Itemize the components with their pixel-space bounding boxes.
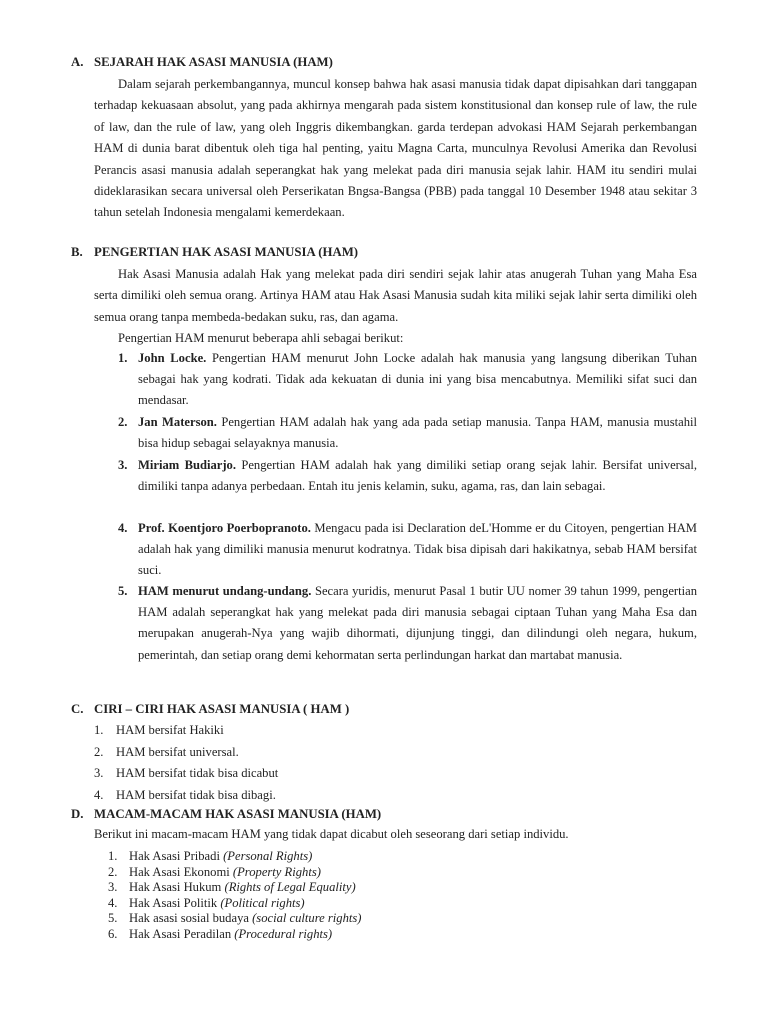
expert-name: Jan Materson. — [138, 415, 217, 429]
list-item: 5. Hak asasi sosial budaya (social culture rights) — [108, 911, 362, 926]
list-item: 3. Hak Asasi Hukum (Rights of Legal Equality) — [108, 880, 356, 895]
section-b-paragraph: Hak Asasi Manusia adalah Hak yang melekat pada diri sendiri sejak lahir atas anugerah Tuhan yang Maha Esa serta dimiliki oleh semua orang. Artinya HAM atau Hak Asasi Manusia sudah kita miliki sejak lahir serta dimiliki oleh semua orang tanpa membeda-bedakan suku, ras, dan agama. — [94, 267, 697, 324]
list-item: 4. HAM bersifat tidak bisa dibagi. — [94, 787, 276, 802]
section-b-heading — [71, 245, 358, 260]
section-d-intro: Berikut ini macam-macam HAM yang tidak dapat dicabut oleh seseorang dari setiap individu. — [94, 827, 569, 841]
section-c-list — [94, 720, 278, 806]
expert-name: HAM menurut undang-undang. — [138, 584, 312, 598]
section-c-title: CIRI – CIRI HAK ASASI MANUSIA ( HAM ) — [94, 702, 350, 716]
list-item: 1. HAM bersifat Hakiki — [94, 723, 224, 737]
section-d-title: MACAM-MACAM HAK ASASI MANUSIA (HAM) — [94, 807, 382, 821]
section-a-title: SEJARAH HAK ASASI MANUSIA (HAM) — [94, 55, 333, 69]
list-item: 6. Hak Asasi Peradilan (Procedural rights) — [108, 926, 333, 941]
expert-name: John Locke. — [138, 351, 207, 365]
list-item: 2. Hak Asasi Ekonomi (Property Rights) — [108, 864, 321, 879]
expert-text: Pengertian HAM adalah hak yang dimiliki setiap orang sejak lahir. Bersifat universal, dimiliki tanpa adanya perbedaan. Entah itu jenis kelamin, suku, agama, ras, dan lain sebagai. — [138, 458, 698, 494]
expert-text: Pengertian HAM menurut John Locke adalah hak manusia yang langsung diberikan Tuhan sebagai hak yang kodrati. Tidak ada kekuatan di dunia ini yang bisa mencabutnya. Memiliki sifat suci dan mendasar. — [138, 351, 698, 408]
section-b-intro: Pengertian HAM menurut beberapa ahli sebagai berikut: — [118, 331, 404, 345]
section-b-title: PENGERTIAN HAK ASASI MANUSIA (HAM) — [94, 245, 359, 259]
section-c-heading — [71, 702, 349, 717]
expert-item-3 — [118, 455, 697, 497]
expert-number: 5. — [118, 584, 128, 598]
expert-name: Miriam Budiarjo. — [138, 458, 237, 472]
expert-name: Prof. Koentjoro Poerbopranoto. — [138, 521, 311, 535]
list-item: 3. HAM bersifat tidak bisa dicabut — [94, 766, 279, 780]
section-d-heading — [71, 807, 381, 822]
section-c-letter: C. — [71, 702, 84, 716]
expert-item-1 — [118, 348, 697, 412]
section-a-heading — [71, 55, 333, 70]
expert-item-4 — [118, 518, 697, 582]
section-b-letter: B. — [71, 245, 83, 259]
expert-text: Secara yuridis, menurut Pasal 1 butir UU nomer 39 tahun 1999, pengertian HAM adalah seperangkat hak yang melekat pada diri manusia sebagai ciptaan Tuhan yang Maha Esa dan merupakan anugerah-Nya yang wajib dihormati, dijunjung tinggi, dan dilindungi oleh negara, hukum, pemerintah, dan setiap orang demi kehormatan serta perlindungan harkat dan martabat manusia. — [138, 584, 698, 662]
expert-number: 4. — [118, 521, 128, 535]
expert-text: Mengacu pada isi Declaration deL'Homme er du Citoyen, pengertian HAM adalah hak yang dimiliki manusia menurut kodratnya. Tidak bisa dipisah dari hakikatnya, sebab HAM bersifat suci. — [138, 521, 697, 578]
list-item: 4. Hak Asasi Politik (Political rights) — [108, 895, 305, 910]
section-a-letter: A. — [71, 55, 84, 69]
list-item: 2. HAM bersifat universal. — [94, 744, 239, 759]
expert-text: Pengertian HAM adalah hak yang ada pada setiap manusia. Tanpa HAM, manusia mustahil bisa hidup sebagai selayaknya manusia. — [138, 415, 697, 451]
expert-number: 2. — [118, 415, 128, 429]
section-d-letter: D. — [71, 807, 84, 821]
expert-number: 3. — [118, 458, 128, 472]
section-a-paragraph: Dalam sejarah perkembangannya, muncul konsep bahwa hak asasi manusia tidak dapat dipisahkan dari tanggapan terhadap kekuasaan absolut, yang pada akhirnya mengarah pada sistem konstitusional dan konsep rule of law, the rule of law, dan the rule of law, yang oleh Inggris dikembangkan. garda terdepan advokasi HAM Sejarah perkembangan HAM di dunia barat dibentuk oleh tiga hal penting, yaitu Magna Carta, munculnya Revolusi Amerika dan Revolusi Perancis asasi manusia adalah seperangkat hak yang melekat pada diri manusia sejak lahir. HAM itu sendiri mulai dideklarasikan secara universal oleh Perserikatan Bngsa-Bangsa (PBB) pada tanggal 10 Desember 1948 atau sekitar 3 tahun setelah Indonesia mengalami kemerdekaan. — [94, 77, 697, 220]
section-d-list — [108, 849, 361, 943]
list-item: 1. Hak Asasi Pribadi (Personal Rights) — [108, 849, 313, 863]
expert-item-2 — [118, 412, 697, 454]
expert-number: 1. — [118, 351, 128, 365]
expert-item-5 — [118, 581, 697, 666]
